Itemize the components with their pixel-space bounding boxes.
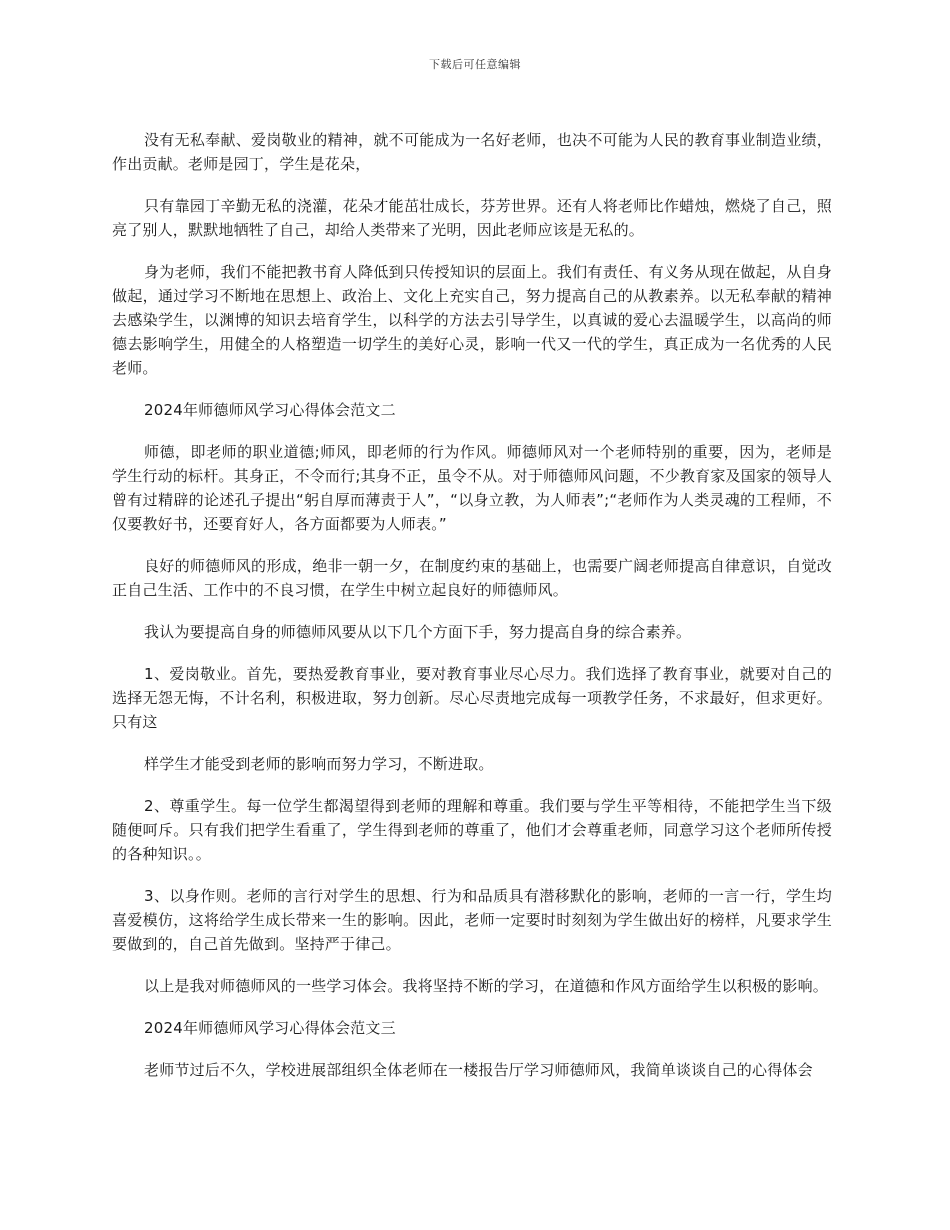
paragraph: 以上是我对师德师风的一些学习体会。我将坚持不断的学习，在道德和作风方面给学生以积极的影响。	[144, 977, 829, 995]
paragraph: 样学生才能受到老师的影响而努力学习，不断进取。	[144, 755, 494, 773]
list-item-paragraph: 1、爱岗敬业。首先，要热爱教育事业，要对教育事业尽心尽力。我们选择了教育事业，就要对自己的选择无怨无悔，不计名利，积极进取，努力创新。尽心尽责地完成每一项教学任务，不求最好，但求更好。只有这	[112, 665, 832, 731]
paragraph: 老师节过后不久，学校进展部组织全体老师在一楼报告厅学习师德师风，我简单谈谈自己的心得体会	[144, 1061, 813, 1079]
section-heading: 2024年师德师风学习心得体会范文二	[144, 401, 396, 419]
paragraph: 师德，即老师的职业道德;师风，即老师的行为作风。师德师风对一个老师特别的重要，因为，老师是学生行动的标杆。其身正，不令而行;其身不正，虽令不从。对于师德师风问题，不少教育家及国家的领导人曾有过精辟的论述孔子提出“躬自厚而薄责于人”，“以身立教，为人师表”;“老师作为人类灵魂的工程师，不仅要教好书，还要育好人，各方面都要为人师表。”	[112, 443, 832, 533]
document-body	[112, 128, 832, 1100]
paragraph: 没有无私奉献、爱岗敬业的精神，就不可能成为一名好老师，也决不可能为人民的教育事业制造业绩，作出贡献。老师是园丁，学生是花朵，	[112, 131, 832, 173]
list-item-paragraph: 2、尊重学生。每一位学生都渴望得到老师的理解和尊重。我们要与学生平等相待，不能把学生当下级随便呵斥。只有我们把学生看重了，学生得到老师的尊重了，他们才会尊重老师，同意学习这个老师所传授的各种知识。。	[112, 797, 832, 863]
paragraph: 身为老师，我们不能把教书育人降低到只传授知识的层面上。我们有责任、有义务从现在做起，从自身做起，通过学习不断地在思想上、政治上、文化上充实自己，努力提高自己的从教素养。以无私奉献的精神去感染学生，以渊博的知识去培育学生，以科学的方法去引导学生，以真诚的爱心去温暖学生，以高尚的师德去影响学生，用健全的人格塑造一切学生的美好心灵，影响一代又一代的学生，真正成为一名优秀的人民老师。	[112, 263, 832, 377]
page-header: 下载后可任意编辑	[429, 58, 521, 71]
paragraph: 我认为要提高自身的师德师风要从以下几个方面下手，努力提高自身的综合素养。	[144, 623, 692, 641]
paragraph: 只有靠园丁辛勤无私的浇灌，花朵才能茁壮成长，芬芳世界。还有人将老师比作蜡烛，燃烧了自己，照亮了别人，默默地牺牲了自己，却给人类带来了光明，因此老师应该是无私的。	[112, 197, 832, 239]
list-item-paragraph: 3、以身作则。老师的言行对学生的思想、行为和品质具有潜移默化的影响，老师的一言一行，学生均喜爱模仿，这将给学生成长带来一生的影响。因此，老师一定要时时刻刻为学生做出好的榜样，凡要求学生要做到的，自己首先做到。坚持严于律己。	[112, 887, 832, 953]
paragraph: 良好的师德师风的形成，绝非一朝一夕，在制度约束的基础上，也需要广阔老师提高自律意识，自觉改正自己生活、工作中的不良习惯，在学生中树立起良好的师德师风。	[112, 557, 832, 599]
section-heading: 2024年师德师风学习心得体会范文三	[144, 1019, 396, 1037]
